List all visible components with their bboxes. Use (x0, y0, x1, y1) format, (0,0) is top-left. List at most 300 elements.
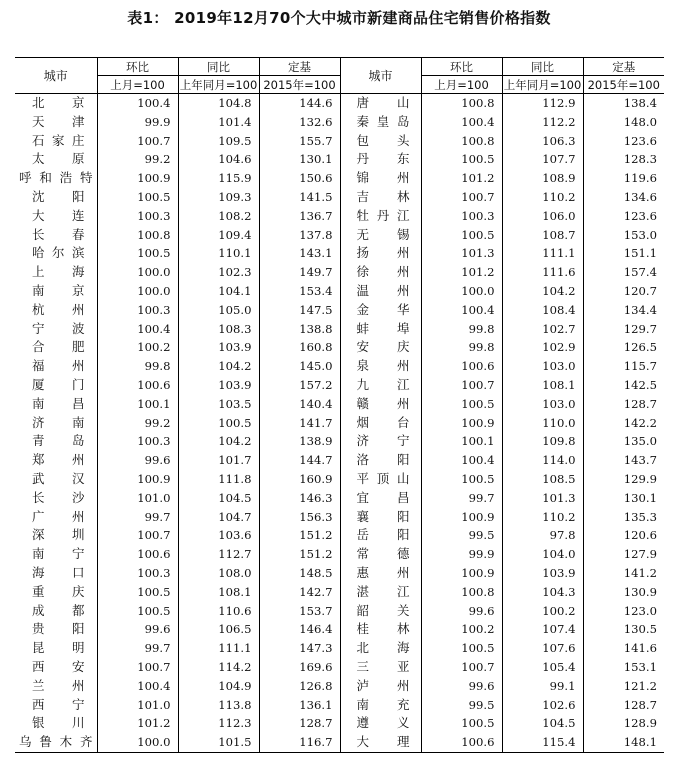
yoy-value-right: 110.2 (502, 188, 583, 207)
mom-value-right: 100.7 (421, 376, 502, 395)
table-row (15, 432, 664, 451)
mom-value-left: 100.6 (97, 376, 178, 395)
table-title: 表1： 2019年12月70个大中城市新建商品住宅销售价格指数 (127, 9, 551, 27)
mom-value-right: 100.8 (421, 132, 502, 151)
yoy-value-right: 108.9 (502, 169, 583, 188)
fixed-value-left: 116.7 (259, 733, 340, 752)
yoy-value-left: 109.5 (178, 132, 259, 151)
yoy-value-right: 111.1 (502, 244, 583, 263)
yoy-value-right: 100.2 (502, 602, 583, 621)
city-right: 南 充 (340, 696, 421, 715)
mom-value-left: 99.2 (97, 414, 178, 433)
table-row (15, 714, 664, 733)
mom-value-right: 100.5 (421, 470, 502, 489)
table-row (15, 263, 664, 282)
fixed-value-right: 119.6 (583, 169, 664, 188)
yoy-value-left: 109.3 (178, 188, 259, 207)
fixed-value-right: 134.6 (583, 188, 664, 207)
yoy-value-right: 108.5 (502, 470, 583, 489)
mom-value-left: 100.5 (97, 602, 178, 621)
mom-value-left: 100.2 (97, 338, 178, 357)
mom-value-right: 100.3 (421, 207, 502, 226)
city-right: 岳 阳 (340, 526, 421, 545)
yoy-value-left: 106.5 (178, 620, 259, 639)
mom-value-right: 100.1 (421, 432, 502, 451)
yoy-value-right: 106.0 (502, 207, 583, 226)
fixed-value-left: 141.5 (259, 188, 340, 207)
mom-value-left: 100.5 (97, 583, 178, 602)
yoy-value-right: 112.2 (502, 113, 583, 132)
fixed-value-right: 134.4 (583, 301, 664, 320)
city-left: 沈 阳 (32, 188, 85, 204)
fixed-value-left: 160.8 (259, 338, 340, 357)
fixed-value-right: 130.9 (583, 583, 664, 602)
yoy-value-right: 107.6 (502, 639, 583, 658)
city-right: 湛 江 (340, 583, 421, 602)
city-right: 北 海 (340, 639, 421, 658)
fixed-value-left: 147.5 (259, 301, 340, 320)
city-right: 惠 州 (340, 564, 421, 583)
city-right: 遵 义 (340, 714, 421, 733)
table-row (15, 207, 664, 226)
mom-value-right: 99.6 (421, 602, 502, 621)
mom-value-right: 100.4 (421, 301, 502, 320)
city-left: 呼和浩特 (19, 170, 93, 186)
fixed-value-right: 142.5 (583, 376, 664, 395)
yoy-value-right: 110.0 (502, 414, 583, 433)
fixed-value-left: 128.7 (259, 714, 340, 733)
yoy-value-right: 104.3 (502, 583, 583, 602)
city-right: 唐 山 (340, 94, 421, 113)
table-row (15, 620, 664, 639)
fixed-value-left: 132.6 (259, 113, 340, 132)
mom-value-left: 100.0 (97, 263, 178, 282)
mom-value-left: 101.2 (97, 714, 178, 733)
mom-value-left: 99.2 (97, 150, 178, 169)
city-left: 乌鲁木齐 (15, 733, 97, 752)
fixed-column-header-2: 定基 (583, 58, 664, 76)
yoy-value-right: 109.8 (502, 432, 583, 451)
yoy-value-left: 103.5 (178, 395, 259, 414)
mom-value-right: 100.5 (421, 639, 502, 658)
yoy-value-right: 110.2 (502, 508, 583, 527)
yoy-value-right: 102.9 (502, 338, 583, 357)
table-body (15, 94, 664, 753)
city-right: 吉 林 (340, 188, 421, 207)
city-right: 无 锡 (340, 226, 421, 245)
city-right: 赣 州 (340, 395, 421, 414)
table-row (15, 639, 664, 658)
table-row (15, 132, 664, 151)
fixed-value-right: 141.2 (583, 564, 664, 583)
yoy-value-left: 103.9 (178, 376, 259, 395)
fixed-value-right: 138.4 (583, 94, 664, 113)
yoy-value-left: 105.0 (178, 301, 259, 320)
city-right: 常 德 (340, 545, 421, 564)
mom-value-right: 100.8 (421, 583, 502, 602)
city-right: 包 头 (340, 132, 421, 151)
fixed-value-right: 121.2 (583, 677, 664, 696)
yoy-value-right: 104.5 (502, 714, 583, 733)
city-right: 牡丹江 (340, 207, 421, 226)
yoy-value-left: 110.1 (178, 244, 259, 263)
city-left: 银 川 (32, 715, 85, 731)
fixed-value-right: 123.0 (583, 602, 664, 621)
mom-value-right: 100.8 (421, 94, 502, 113)
fixed-value-left: 148.5 (259, 564, 340, 583)
fixed-value-right: 128.3 (583, 150, 664, 169)
mom-value-right: 99.5 (421, 526, 502, 545)
city-right: 金 华 (340, 301, 421, 320)
mom-value-right: 99.8 (421, 320, 502, 339)
mom-value-left: 100.4 (97, 94, 178, 113)
table-row (15, 188, 664, 207)
mom-value-right: 100.6 (421, 733, 502, 752)
city-right: 宜 昌 (340, 489, 421, 508)
city-left: 石家庄 (32, 132, 85, 148)
fixed-value-right: 120.6 (583, 526, 664, 545)
yoy-value-left: 104.8 (178, 94, 259, 113)
yoy-value-left: 101.4 (178, 113, 259, 132)
table-row (15, 658, 664, 677)
mom-value-right: 100.5 (421, 150, 502, 169)
mom-value-left: 100.3 (97, 564, 178, 583)
mom-value-left: 100.3 (97, 432, 178, 451)
fixed-value-left: 130.1 (259, 150, 340, 169)
city-right: 秦皇岛 (340, 113, 421, 132)
fixed-value-left: 146.4 (259, 620, 340, 639)
fixed-value-left: 151.2 (259, 526, 340, 545)
city-right: 安 庆 (340, 338, 421, 357)
city-right: 襄 阳 (340, 508, 421, 527)
mom-value-left: 100.1 (97, 395, 178, 414)
fixed-value-right: 128.9 (583, 714, 664, 733)
fixed-value-right: 135.3 (583, 508, 664, 527)
mom-value-right: 99.5 (421, 696, 502, 715)
yoy-value-left: 104.7 (178, 508, 259, 527)
mom-value-left: 99.9 (97, 113, 178, 132)
mom-value-right: 100.9 (421, 564, 502, 583)
mom-value-left: 99.6 (97, 451, 178, 470)
fixed-value-left: 141.7 (259, 414, 340, 433)
fixed-value-right: 120.7 (583, 282, 664, 301)
mom-value-right: 99.7 (421, 489, 502, 508)
city-right: 平顶山 (340, 470, 421, 489)
yoy-value-right: 102.6 (502, 696, 583, 715)
city-left: 合 肥 (32, 339, 85, 355)
fixed-value-right: 128.7 (583, 696, 664, 715)
mom-value-left: 100.7 (97, 658, 178, 677)
table-row (15, 244, 664, 263)
city-left: 济 南 (32, 414, 85, 430)
mom-value-left: 99.6 (97, 620, 178, 639)
mom-value-right: 99.8 (421, 338, 502, 357)
table-row (15, 338, 664, 357)
city-right: 徐 州 (340, 263, 421, 282)
city-left: 武 汉 (32, 470, 85, 486)
mom-base-header-2: 上月=100 (421, 76, 502, 94)
yoy-value-left: 112.7 (178, 545, 259, 564)
fixed-value-right: 127.9 (583, 545, 664, 564)
yoy-value-left: 108.0 (178, 564, 259, 583)
fixed-value-right: 151.1 (583, 244, 664, 263)
yoy-value-right: 104.2 (502, 282, 583, 301)
yoy-value-left: 104.2 (178, 357, 259, 376)
mom-value-left: 99.8 (97, 357, 178, 376)
mom-value-right: 100.0 (421, 282, 502, 301)
mom-value-left: 99.7 (97, 639, 178, 658)
yoy-value-left: 111.8 (178, 470, 259, 489)
city-right: 锦 州 (340, 169, 421, 188)
mom-value-left: 100.5 (97, 188, 178, 207)
fixed-value-left: 146.3 (259, 489, 340, 508)
mom-value-left: 101.0 (97, 696, 178, 715)
mom-value-right: 100.9 (421, 414, 502, 433)
mom-base-header: 上月=100 (97, 76, 178, 94)
fixed-value-left: 155.7 (259, 132, 340, 151)
fixed-value-right: 153.1 (583, 658, 664, 677)
yoy-value-right: 107.4 (502, 620, 583, 639)
table-row (15, 320, 664, 339)
yoy-value-right: 99.1 (502, 677, 583, 696)
fixed-value-left: 153.7 (259, 602, 340, 621)
city-left: 西 安 (32, 658, 85, 674)
city-left: 南 宁 (32, 546, 85, 562)
table-row (15, 564, 664, 583)
mom-value-left: 101.0 (97, 489, 178, 508)
fixed-value-right: 129.9 (583, 470, 664, 489)
yoy-value-left: 103.6 (178, 526, 259, 545)
fixed-value-left: 157.2 (259, 376, 340, 395)
city-left: 宁 波 (32, 320, 85, 336)
table-row (15, 226, 664, 245)
city-left: 昆 明 (32, 640, 85, 656)
yoy-value-right: 108.4 (502, 301, 583, 320)
fixed-value-right: 123.6 (583, 207, 664, 226)
yoy-value-right: 107.7 (502, 150, 583, 169)
yoy-value-left: 104.6 (178, 150, 259, 169)
table-row (15, 150, 664, 169)
fixed-value-left: 140.4 (259, 395, 340, 414)
fixed-value-left: 143.1 (259, 244, 340, 263)
yoy-value-left: 109.4 (178, 226, 259, 245)
table-row (15, 169, 664, 188)
fixed-value-right: 128.7 (583, 395, 664, 414)
mom-value-left: 100.3 (97, 301, 178, 320)
yoy-value-right: 112.9 (502, 94, 583, 113)
fixed-value-left: 160.9 (259, 470, 340, 489)
table-row (15, 414, 664, 433)
yoy-value-left: 111.1 (178, 639, 259, 658)
city-right: 桂 林 (340, 620, 421, 639)
mom-value-left: 100.0 (97, 282, 178, 301)
table-row (15, 545, 664, 564)
city-left: 重 庆 (32, 583, 85, 599)
city-left: 杭 州 (32, 301, 85, 317)
fixed-base-header: 2015年=100 (259, 76, 340, 94)
mom-value-right: 100.5 (421, 226, 502, 245)
mom-value-left: 100.4 (97, 677, 178, 696)
table-row (15, 94, 664, 113)
yoy-value-right: 108.7 (502, 226, 583, 245)
mom-value-left: 100.9 (97, 470, 178, 489)
city-column-header: 城市 (15, 58, 97, 94)
city-left: 南 京 (32, 282, 85, 298)
fixed-value-right: 126.5 (583, 338, 664, 357)
yoy-value-right: 111.6 (502, 263, 583, 282)
yoy-value-right: 115.4 (502, 733, 583, 752)
mom-value-right: 100.4 (421, 451, 502, 470)
fixed-value-right: 141.6 (583, 639, 664, 658)
fixed-value-right: 135.0 (583, 432, 664, 451)
table-row (15, 526, 664, 545)
fixed-value-right: 157.4 (583, 263, 664, 282)
fixed-value-right: 142.2 (583, 414, 664, 433)
city-right: 丹 东 (340, 150, 421, 169)
city-left: 深 圳 (32, 527, 85, 543)
yoy-value-left: 102.3 (178, 263, 259, 282)
yoy-value-left: 108.1 (178, 583, 259, 602)
city-right: 九 江 (340, 376, 421, 395)
mom-value-right: 100.5 (421, 395, 502, 414)
fixed-value-left: 136.7 (259, 207, 340, 226)
city-right: 韶 关 (340, 602, 421, 621)
yoy-value-left: 104.2 (178, 432, 259, 451)
mom-value-right: 100.4 (421, 113, 502, 132)
mom-value-right: 100.2 (421, 620, 502, 639)
city-left: 南 昌 (32, 395, 85, 411)
fixed-value-left: 149.7 (259, 263, 340, 282)
mom-value-right: 100.7 (421, 658, 502, 677)
mom-value-right: 101.2 (421, 263, 502, 282)
yoy-value-right: 103.0 (502, 395, 583, 414)
yoy-value-right: 104.0 (502, 545, 583, 564)
mom-value-right: 100.9 (421, 508, 502, 527)
city-left: 长 沙 (32, 489, 85, 505)
mom-value-right: 101.2 (421, 169, 502, 188)
yoy-column-header: 同比 (178, 58, 259, 76)
mom-column-header: 环比 (97, 58, 178, 76)
yoy-value-right: 114.0 (502, 451, 583, 470)
mom-value-right: 100.6 (421, 357, 502, 376)
city-right: 泉 州 (340, 357, 421, 376)
yoy-value-right: 103.9 (502, 564, 583, 583)
mom-value-right: 99.6 (421, 677, 502, 696)
mom-value-left: 100.5 (97, 244, 178, 263)
city-left: 郑 州 (32, 452, 85, 468)
yoy-value-left: 114.2 (178, 658, 259, 677)
table-row (15, 451, 664, 470)
yoy-value-right: 106.3 (502, 132, 583, 151)
city-left: 西 宁 (32, 696, 85, 712)
mom-value-left: 100.7 (97, 132, 178, 151)
yoy-base-header-2: 上年同月=100 (503, 77, 582, 92)
yoy-value-left: 103.9 (178, 338, 259, 357)
mom-value-left: 100.8 (97, 226, 178, 245)
fixed-value-left: 142.7 (259, 583, 340, 602)
city-left: 北 京 (32, 95, 85, 110)
mom-value-left: 100.9 (97, 169, 178, 188)
fixed-value-right: 130.1 (583, 489, 664, 508)
city-right: 泸 州 (340, 677, 421, 696)
city-right: 扬 州 (340, 244, 421, 263)
city-left: 上 海 (32, 264, 85, 280)
table-row (15, 733, 664, 752)
city-right: 温 州 (340, 282, 421, 301)
fixed-value-right: 115.7 (583, 357, 664, 376)
city-right: 烟 台 (340, 414, 421, 433)
table-row (15, 113, 664, 132)
yoy-value-right: 97.8 (502, 526, 583, 545)
header-row-1 (15, 58, 664, 76)
table-row (15, 508, 664, 527)
fixed-value-right: 148.0 (583, 113, 664, 132)
table-row (15, 583, 664, 602)
mom-value-right: 99.9 (421, 545, 502, 564)
city-right: 洛 阳 (340, 451, 421, 470)
city-right: 济 宁 (340, 432, 421, 451)
table-row (15, 301, 664, 320)
fixed-value-left: 150.6 (259, 169, 340, 188)
yoy-value-right: 108.1 (502, 376, 583, 395)
yoy-value-left: 104.1 (178, 282, 259, 301)
fixed-value-left: 156.3 (259, 508, 340, 527)
fixed-base-header-2: 2015年=100 (583, 76, 664, 94)
fixed-value-left: 138.8 (259, 320, 340, 339)
yoy-value-right: 102.7 (502, 320, 583, 339)
mom-value-right: 100.7 (421, 188, 502, 207)
yoy-value-left: 104.5 (178, 489, 259, 508)
header-row-2 (15, 76, 664, 94)
city-left: 长 春 (32, 226, 85, 242)
city-column-header-2: 城市 (340, 58, 421, 94)
table-row (15, 602, 664, 621)
mom-value-left: 100.0 (97, 733, 178, 752)
mom-value-left: 100.4 (97, 320, 178, 339)
city-right: 大 理 (340, 733, 421, 752)
fixed-value-left: 145.0 (259, 357, 340, 376)
table-row (15, 395, 664, 414)
fixed-value-left: 153.4 (259, 282, 340, 301)
city-left: 天 津 (32, 113, 85, 129)
yoy-value-left: 110.6 (178, 602, 259, 621)
yoy-base-header: 上年同月=100 (179, 77, 258, 92)
fixed-value-right: 129.7 (583, 320, 664, 339)
city-left: 大 连 (32, 207, 85, 223)
city-left: 兰 州 (32, 677, 85, 693)
city-left: 海 口 (32, 564, 85, 580)
city-right: 蚌 埠 (340, 320, 421, 339)
mom-value-left: 100.3 (97, 207, 178, 226)
yoy-value-left: 100.5 (178, 414, 259, 433)
yoy-value-left: 108.2 (178, 207, 259, 226)
city-left: 厦 门 (32, 376, 85, 392)
fixed-value-right: 148.1 (583, 733, 664, 752)
yoy-value-left: 101.5 (178, 733, 259, 752)
fixed-value-right: 143.7 (583, 451, 664, 470)
yoy-value-left: 108.3 (178, 320, 259, 339)
city-left: 贵 阳 (32, 621, 85, 637)
table-row (15, 470, 664, 489)
yoy-value-left: 101.7 (178, 451, 259, 470)
fixed-value-left: 138.9 (259, 432, 340, 451)
yoy-value-right: 101.3 (502, 489, 583, 508)
yoy-value-left: 113.8 (178, 696, 259, 715)
mom-value-left: 99.7 (97, 508, 178, 527)
city-left: 哈尔滨 (32, 245, 85, 261)
city-right: 三 亚 (340, 658, 421, 677)
fixed-value-left: 137.8 (259, 226, 340, 245)
